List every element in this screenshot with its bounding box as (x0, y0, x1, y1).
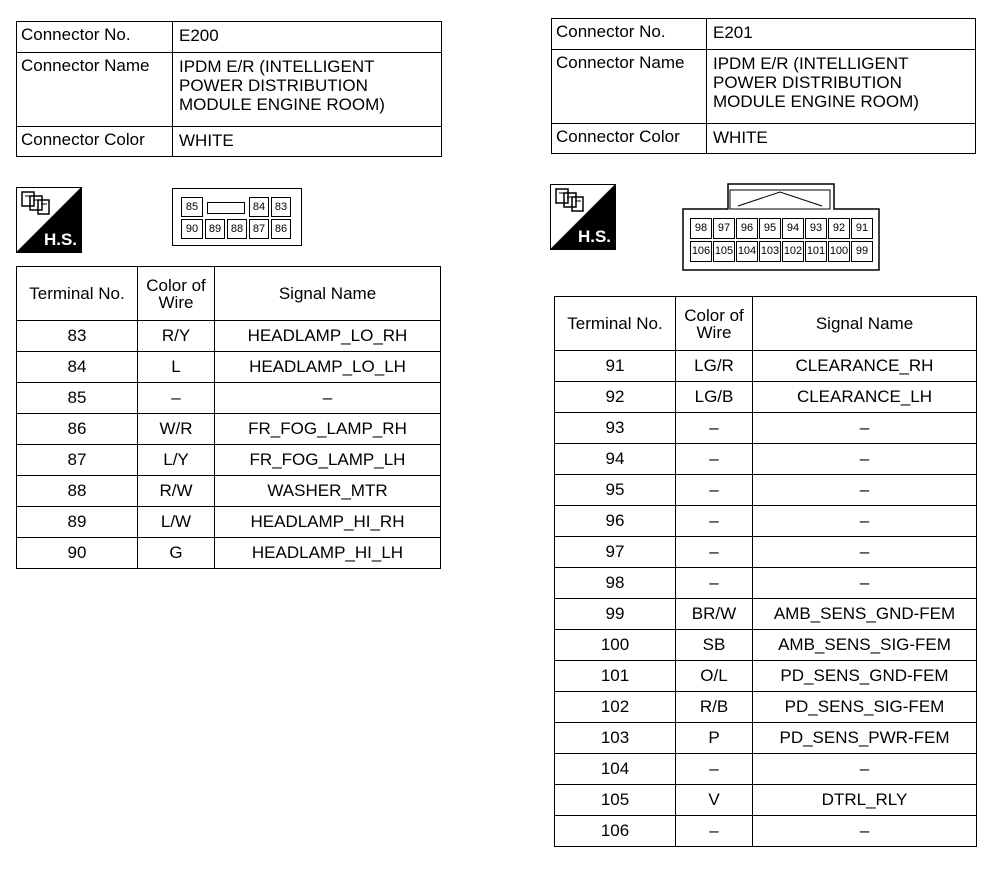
pin: 86 (271, 219, 291, 239)
wire-color-header-line: Color of (146, 275, 206, 295)
terminal-no-header: Terminal No. (17, 267, 138, 321)
connector-name-line: IPDM E/R (INTELLIGENT (179, 57, 375, 76)
connector-no-label: Connector No. (17, 22, 173, 53)
table-row (17, 352, 441, 383)
wire-color-header-line: Color of (684, 305, 744, 325)
connector-name-line: MODULE ENGINE ROOM) (713, 92, 919, 111)
wire-color-cell: V (676, 785, 753, 816)
pin: 96 (736, 218, 758, 239)
signal-name-cell: PD_SENS_SIG-FEM (753, 692, 977, 723)
terminal-no-cell: 88 (17, 476, 138, 507)
terminal-no-cell: 89 (17, 507, 138, 538)
wire-color-cell: L (138, 352, 215, 383)
connector-color-value: WHITE (173, 127, 442, 157)
connector-no-label: Connector No. (552, 19, 707, 50)
connector-pin-grid (690, 218, 874, 264)
harness-side-icon (16, 187, 82, 253)
pin: 95 (759, 218, 781, 239)
connector-glyph-icon (555, 188, 585, 214)
connector-face-diagram (172, 188, 302, 246)
terminal-no-cell: 99 (555, 599, 676, 630)
signal-name-cell: – (753, 444, 977, 475)
terminal-no-cell: 103 (555, 723, 676, 754)
table-row (17, 476, 441, 507)
signal-name-cell: HEADLAMP_HI_RH (215, 507, 441, 538)
signal-name-cell: – (753, 754, 977, 785)
pin: 83 (271, 197, 291, 217)
hs-label: H.S. (43, 230, 77, 249)
wire-color-header (138, 267, 215, 321)
table-row (555, 630, 977, 661)
signal-name-cell: – (753, 816, 977, 847)
wire-color-cell: – (138, 383, 215, 414)
table-row (555, 568, 977, 599)
signal-name-cell: – (753, 506, 977, 537)
wire-color-cell: P (676, 723, 753, 754)
pin: 102 (782, 241, 804, 262)
pin: 94 (782, 218, 804, 239)
terminal-no-cell: 92 (555, 382, 676, 413)
terminal-no-cell: 105 (555, 785, 676, 816)
signal-name-cell: CLEARANCE_LH (753, 382, 977, 413)
wire-color-cell: SB (676, 630, 753, 661)
table-row (555, 754, 977, 785)
signal-name-header: Signal Name (215, 267, 441, 321)
signal-name-cell: AMB_SENS_SIG-FEM (753, 630, 977, 661)
table-row (555, 506, 977, 537)
pin: 90 (181, 219, 203, 239)
pin: 100 (828, 241, 850, 262)
wire-color-cell: L/Y (138, 445, 215, 476)
wire-color-cell: LG/R (676, 351, 753, 382)
terminal-rows (555, 351, 977, 847)
terminal-no-cell: 90 (17, 538, 138, 569)
terminal-no-cell: 97 (555, 537, 676, 568)
terminal-no-cell: 85 (17, 383, 138, 414)
table-row (17, 507, 441, 538)
pin: 97 (713, 218, 735, 239)
wire-color-header (676, 297, 753, 351)
table-row (555, 413, 977, 444)
wire-color-cell: R/B (676, 692, 753, 723)
signal-name-cell: – (215, 383, 441, 414)
wire-color-cell: LG/B (676, 382, 753, 413)
signal-name-cell: – (753, 537, 977, 568)
connector-color-value: WHITE (707, 124, 976, 154)
pin: 104 (736, 241, 758, 262)
pin: 99 (851, 241, 873, 262)
connector-name-line: MODULE ENGINE ROOM) (179, 95, 385, 114)
wire-color-cell: – (676, 475, 753, 506)
terminal-no-cell: 83 (17, 321, 138, 352)
terminal-no-cell: 95 (555, 475, 676, 506)
table-row (555, 444, 977, 475)
wire-color-cell: – (676, 444, 753, 475)
connector-color-label: Connector Color (552, 124, 707, 154)
pin: 93 (805, 218, 827, 239)
terminal-no-cell: 91 (555, 351, 676, 382)
wire-color-header-line: Wire (158, 292, 194, 312)
connector-name-label: Connector Name (552, 50, 707, 124)
wire-color-cell: G (138, 538, 215, 569)
wire-color-header-line: Wire (696, 322, 732, 342)
table-row (17, 538, 441, 569)
signal-name-cell: HEADLAMP_LO_LH (215, 352, 441, 383)
terminal-rows (17, 321, 441, 569)
table-row (555, 599, 977, 630)
terminal-no-cell: 104 (555, 754, 676, 785)
pin: 88 (227, 219, 247, 239)
connector-glyph-icon (21, 191, 51, 217)
signal-name-cell: HEADLAMP_HI_LH (215, 538, 441, 569)
wire-color-cell: L/W (138, 507, 215, 538)
pin: 92 (828, 218, 850, 239)
pin: 103 (759, 241, 781, 262)
pin: 87 (249, 219, 269, 239)
pin: 84 (249, 197, 269, 217)
signal-name-cell: – (753, 568, 977, 599)
table-row (555, 785, 977, 816)
table-row (555, 723, 977, 754)
connector-no-value: E200 (173, 22, 442, 53)
table-row (555, 475, 977, 506)
table-row (17, 414, 441, 445)
terminal-table (554, 296, 977, 847)
connector-name-value (173, 53, 442, 127)
terminal-no-header: Terminal No. (555, 297, 676, 351)
pin: 101 (805, 241, 827, 262)
signal-name-cell: FR_FOG_LAMP_LH (215, 445, 441, 476)
terminal-no-cell: 96 (555, 506, 676, 537)
terminal-no-cell: 102 (555, 692, 676, 723)
connector-no-value: E201 (707, 19, 976, 50)
wire-color-cell: O/L (676, 661, 753, 692)
terminal-no-cell: 86 (17, 414, 138, 445)
wire-color-cell: – (676, 568, 753, 599)
signal-name-cell: FR_FOG_LAMP_RH (215, 414, 441, 445)
signal-name-cell: PD_SENS_PWR-FEM (753, 723, 977, 754)
signal-name-cell: HEADLAMP_LO_RH (215, 321, 441, 352)
terminal-no-cell: 93 (555, 413, 676, 444)
wire-color-cell: – (676, 506, 753, 537)
signal-name-cell: DTRL_RLY (753, 785, 977, 816)
table-row (555, 816, 977, 847)
signal-name-header: Signal Name (753, 297, 977, 351)
table-row (555, 382, 977, 413)
connector-name-value (707, 50, 976, 124)
signal-name-cell: AMB_SENS_GND-FEM (753, 599, 977, 630)
terminal-no-cell: 100 (555, 630, 676, 661)
pin: 105 (713, 241, 735, 262)
connector-color-label: Connector Color (17, 127, 173, 157)
terminal-no-cell: 94 (555, 444, 676, 475)
connector-name-line: POWER DISTRIBUTION (179, 76, 368, 95)
terminal-no-cell: 84 (17, 352, 138, 383)
wire-color-cell: R/W (138, 476, 215, 507)
wire-color-cell: W/R (138, 414, 215, 445)
table-row (555, 537, 977, 568)
terminal-no-cell: 106 (555, 816, 676, 847)
wire-color-cell: BR/W (676, 599, 753, 630)
table-row (555, 351, 977, 382)
table-row (17, 321, 441, 352)
terminal-no-cell: 98 (555, 568, 676, 599)
table-row (17, 445, 441, 476)
terminal-table (16, 266, 441, 569)
pin: 98 (690, 218, 712, 239)
terminal-no-cell: 101 (555, 661, 676, 692)
harness-side-icon (550, 184, 616, 250)
pin: 85 (181, 197, 203, 217)
connector-info-table (16, 21, 442, 157)
wire-color-cell: – (676, 537, 753, 568)
pin-blank (207, 202, 245, 214)
pin: 106 (690, 241, 712, 262)
signal-name-cell: CLEARANCE_RH (753, 351, 977, 382)
connector-name-label: Connector Name (17, 53, 173, 127)
signal-name-cell: PD_SENS_GND-FEM (753, 661, 977, 692)
table-row (17, 383, 441, 414)
wire-color-cell: – (676, 754, 753, 785)
connector-info-table (551, 18, 976, 154)
terminal-no-cell: 87 (17, 445, 138, 476)
pin: 89 (205, 219, 225, 239)
connector-name-line: POWER DISTRIBUTION (713, 73, 902, 92)
table-row (555, 661, 977, 692)
table-row (555, 692, 977, 723)
wire-color-cell: R/Y (138, 321, 215, 352)
pin: 91 (851, 218, 873, 239)
signal-name-cell: – (753, 413, 977, 444)
connector-name-line: IPDM E/R (INTELLIGENT (713, 54, 909, 73)
signal-name-cell: WASHER_MTR (215, 476, 441, 507)
hs-label: H.S. (577, 227, 611, 246)
wire-color-cell: – (676, 816, 753, 847)
signal-name-cell: – (753, 475, 977, 506)
wire-color-cell: – (676, 413, 753, 444)
